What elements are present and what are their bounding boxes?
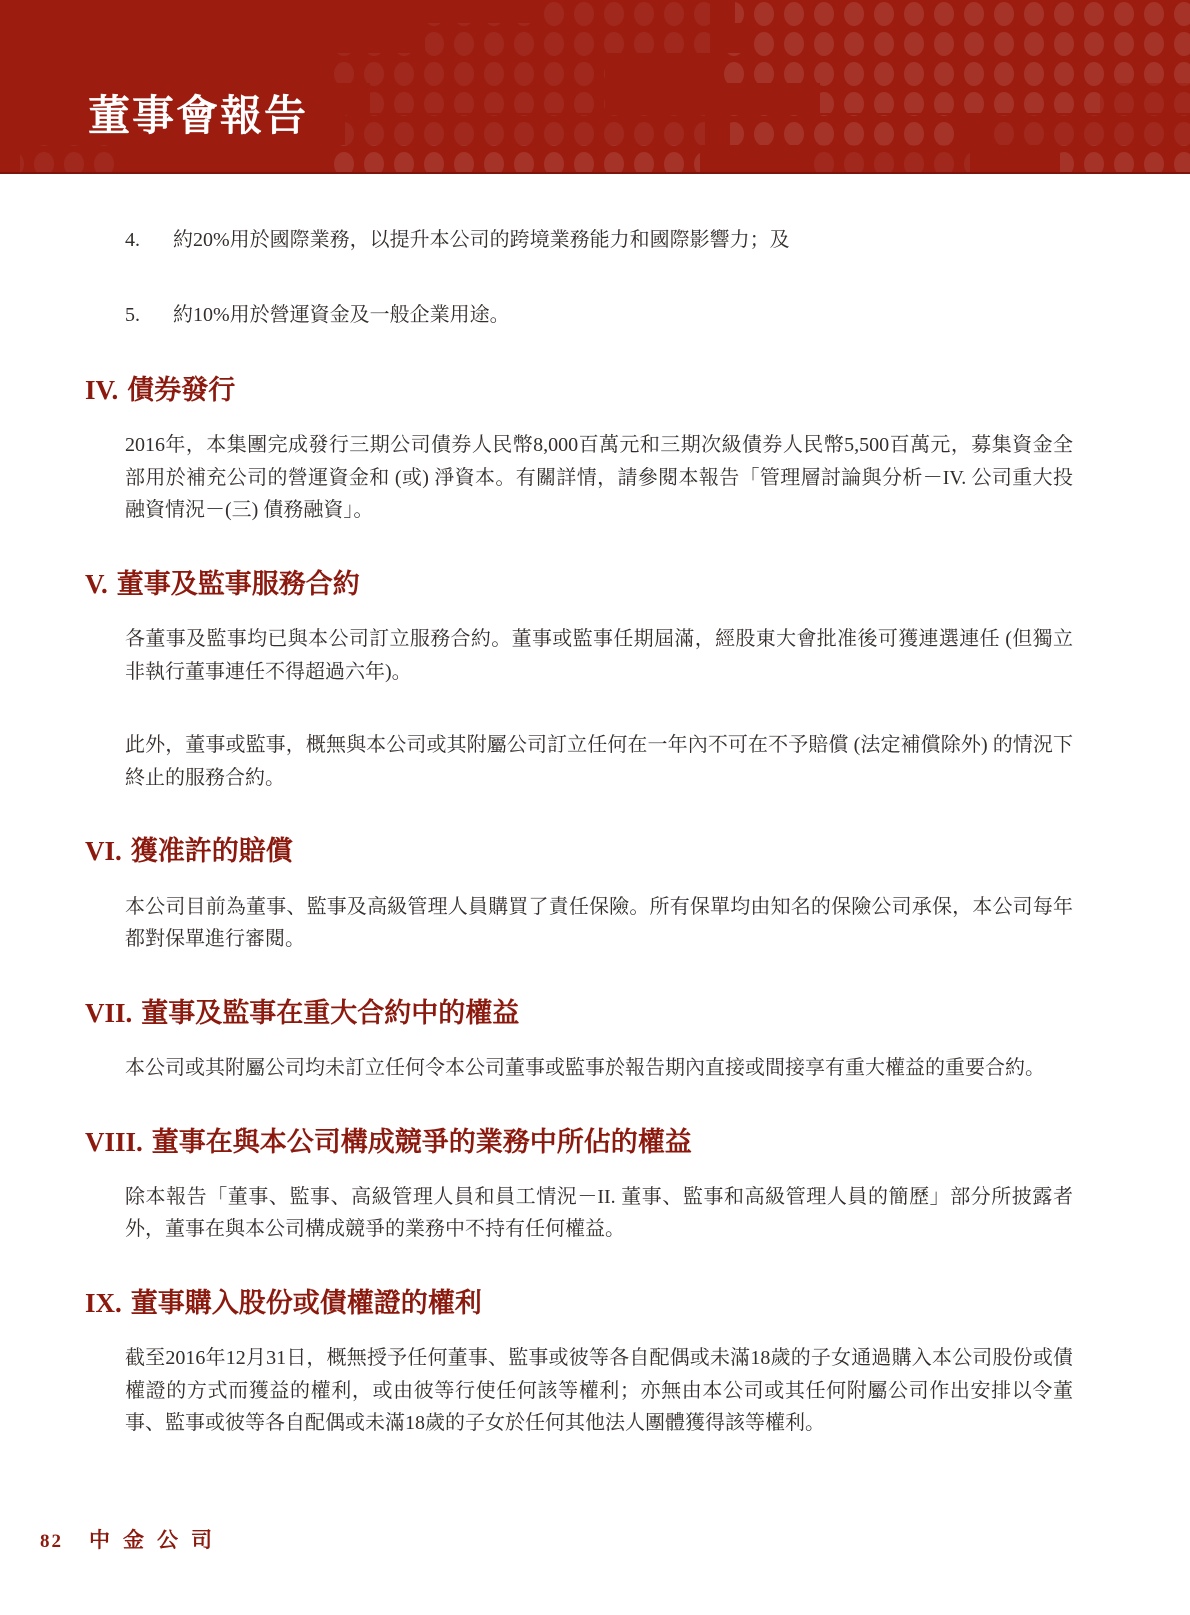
- section-numeral: IV.: [85, 375, 119, 405]
- section-paragraph: 截至2016年12月31日，概無授予任何董事、監事或彼等各自配偶或未滿18歲的子女通過購入本公司股份或債權證的方式而獲益的權利，或由彼等行使任何該等權利；亦無由本公司或其任何附屬公司作出安排以令董事、監事或彼等各自配偶或未滿18歲的子女於任何其他法人團體獲得該等權利。: [125, 1347, 1073, 1435]
- section-paragraph: 除本報告「董事、監事、高級管理人員和員工情況－II. 董事、監事和高級管理人員的簡歷」部分所披露者外，董事在與本公司構成競爭的業務中不持有任何權益。: [125, 1185, 1073, 1241]
- page-number: 82: [40, 1531, 63, 1552]
- page-footer: [40, 1524, 225, 1554]
- section-iv-bond-issuance: [85, 374, 1073, 527]
- section-numeral: VII.: [85, 997, 133, 1028]
- list-item-text: 約10%用於營運資金及一般企業用途。: [173, 304, 510, 326]
- page-title: 董事會報告: [88, 94, 309, 140]
- section-ix-rights-to-purchase-shares: [85, 1287, 1073, 1440]
- section-heading: [85, 997, 1073, 1029]
- list-item-number: 4.: [125, 229, 140, 251]
- section-v-service-contracts: [85, 568, 1073, 794]
- section-title: 董事在與本公司構成競爭的業務中所佔的權益: [151, 1126, 692, 1157]
- section-viii-competing-business-interests: [85, 1126, 1073, 1246]
- page-content: [0, 174, 1190, 1440]
- page-header-banner: [0, 0, 1190, 174]
- section-paragraph: 此外，董事或監事，概無與本公司或其附屬公司訂立任何在一年內不可在不予賠償 (法定補償除外) 的情況下終止的服務合約。: [125, 734, 1073, 789]
- list-item-text: 約20%用於國際業務，以提升本公司的跨境業務能力和國際影響力；及: [173, 229, 790, 251]
- section-heading: [85, 835, 1073, 867]
- section-title: 董事及監事在重大合約中的權益: [141, 997, 520, 1028]
- list-item: [125, 299, 1073, 331]
- section-heading: [85, 374, 1073, 406]
- list-item: [125, 224, 1073, 256]
- list-item-number: 5.: [125, 304, 140, 326]
- section-paragraph: 本公司目前為董事、監事及高級管理人員購買了責任保險。所有保單均由知名的保險公司承保，本公司每年都對保單進行審閱。: [125, 895, 1073, 951]
- section-numeral: VI.: [85, 836, 122, 867]
- section-paragraph: 各董事及監事均已與本公司訂立服務合約。董事或監事任期屆滿，經股東大會批准後可獲連選連任 (但獨立非執行董事連任不得超過六年)。: [125, 628, 1073, 683]
- section-title: 債券發行: [127, 375, 236, 405]
- section-paragraph: 本公司或其附屬公司均未訂立任何令本公司董事或監事於報告期內直接或間接享有重大權益的重要合約。: [125, 1057, 1045, 1080]
- section-vi-permitted-indemnity: [85, 835, 1073, 955]
- section-vii-interests-in-material-contracts: [85, 997, 1073, 1085]
- section-numeral: VIII.: [85, 1126, 143, 1157]
- section-title: 董事及監事服務合約: [116, 568, 360, 599]
- section-title: 董事購入股份或債權證的權利: [130, 1287, 482, 1318]
- company-name: 中金公司: [89, 1528, 225, 1552]
- section-numeral: V.: [85, 568, 108, 599]
- section-title: 獲准許的賠償: [130, 836, 293, 867]
- section-numeral: IX.: [85, 1287, 122, 1318]
- section-heading: [85, 568, 1073, 600]
- section-heading: [85, 1287, 1073, 1319]
- dot-pattern-decoration: [0, 0, 1190, 172]
- section-paragraph: 2016年，本集團完成發行三期公司債券人民幣8,000百萬元和三期次級債券人民幣5,500百萬元，募集資金全部用於補充公司的營運資金和 (或) 淨資本。有關詳情，請參閱本報告「管理層討論與分析－IV. 公司重大投融資情況－(三) 債務融資」。: [125, 434, 1073, 522]
- section-heading: [85, 1126, 1073, 1158]
